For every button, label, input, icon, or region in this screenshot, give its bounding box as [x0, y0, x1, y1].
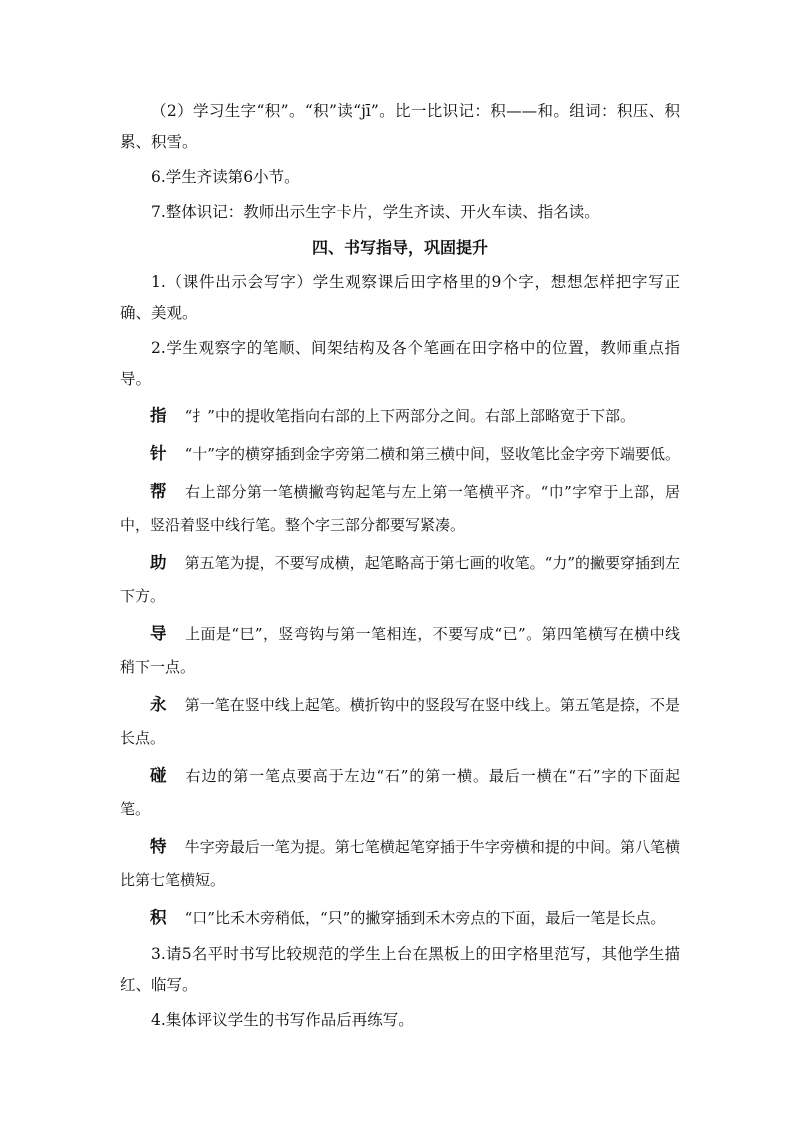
- character-label: 帮: [150, 482, 167, 501]
- character-label: 针: [150, 444, 167, 463]
- paragraph-collective-review: 4.集体评议学生的书写作品后再练写。: [151, 1011, 414, 1029]
- character-note-entry: [120, 437, 680, 471]
- character-label: 指: [150, 406, 167, 425]
- character-note-text: “口”比禾木旁稍低，“只”的撇穿插到禾木旁点的下面，最后一笔是长点。: [184, 909, 666, 927]
- character-label: 特: [150, 837, 167, 856]
- character-note-text: “扌”中的提收笔指向右部的上下两部分之间。右部上部略宽于下部。: [184, 407, 635, 425]
- character-note-entry: [120, 759, 680, 826]
- paragraph-read-section-6: 6.学生齐读第6小节。: [151, 168, 300, 186]
- character-note-entry: [120, 688, 680, 755]
- character-note-text: 第五笔为提，不要写成横，起笔略高于第七画的收笔。“力”的撇要穿插到左下方。: [120, 554, 681, 605]
- character-label: 永: [150, 695, 167, 714]
- character-note-entry: [120, 830, 680, 897]
- character-note-entry: [120, 399, 680, 433]
- character-label: 积: [150, 908, 167, 927]
- character-note-text: 右边的第一笔点要高于左边“石”的第一横。最后一横在“石”字的下面起笔。: [120, 767, 680, 818]
- character-note-text: “十”字的横穿插到金字旁第二横和第三横中间，竖收笔比金字旁下端要低。: [184, 445, 680, 463]
- paragraph-observe-characters: 1.（课件出示会写字）学生观察课后田字格里的9个字，想想怎样把字写正确、美观。: [120, 273, 680, 322]
- document-body: [120, 96, 680, 1040]
- section-heading: 四、书写指导，巩固提升: [311, 238, 488, 257]
- paragraph-blackboard-demo: 3.请5名平时书写比较规范的学生上台在黑板上的田字格里范写，其他学生描红、临写。: [120, 945, 680, 994]
- paragraph-stroke-order: 2.学生观察字的笔顺、间架结构及各个笔画在田字格中的位置，教师重点指导。: [120, 339, 680, 388]
- character-label: 助: [150, 553, 167, 572]
- character-note-entry: [120, 617, 680, 684]
- character-label: 碰: [150, 766, 168, 785]
- paragraph-learn-ji: （2）学习生字“积”。“积”读“jī”。比一比识记：积——和。组词：积压、积累、积雪。: [120, 102, 680, 151]
- character-note-entry: [120, 475, 680, 542]
- character-note-text: 右上部分第一笔横撇弯钩起笔与左上第一笔横平齐。“巾”字窄于上部，居中，竖沿着竖中线行笔。整个字三部分都要写紧凑。: [120, 483, 681, 534]
- character-note-entry: [120, 901, 680, 935]
- character-label: 导: [150, 624, 167, 643]
- character-note-text: 牛字旁最后一笔为提。第七笔横起笔穿插于牛字旁横和提的中间。第八笔横比第七笔横短。: [120, 838, 680, 889]
- character-note-text: 上面是“巳”，竖弯钩与第一笔相连，不要写成“已”。第四笔横写在横中线稍下一点。: [120, 625, 680, 676]
- character-note-text: 第一笔在竖中线上起笔。横折钩中的竖段写在竖中线上。第五笔是捺，不是长点。: [120, 696, 680, 747]
- character-note-entry: [120, 546, 680, 613]
- paragraph-whole-recognition: 7.整体识记：教师出示生字卡片，学生齐读、开火车读、指名读。: [151, 203, 600, 221]
